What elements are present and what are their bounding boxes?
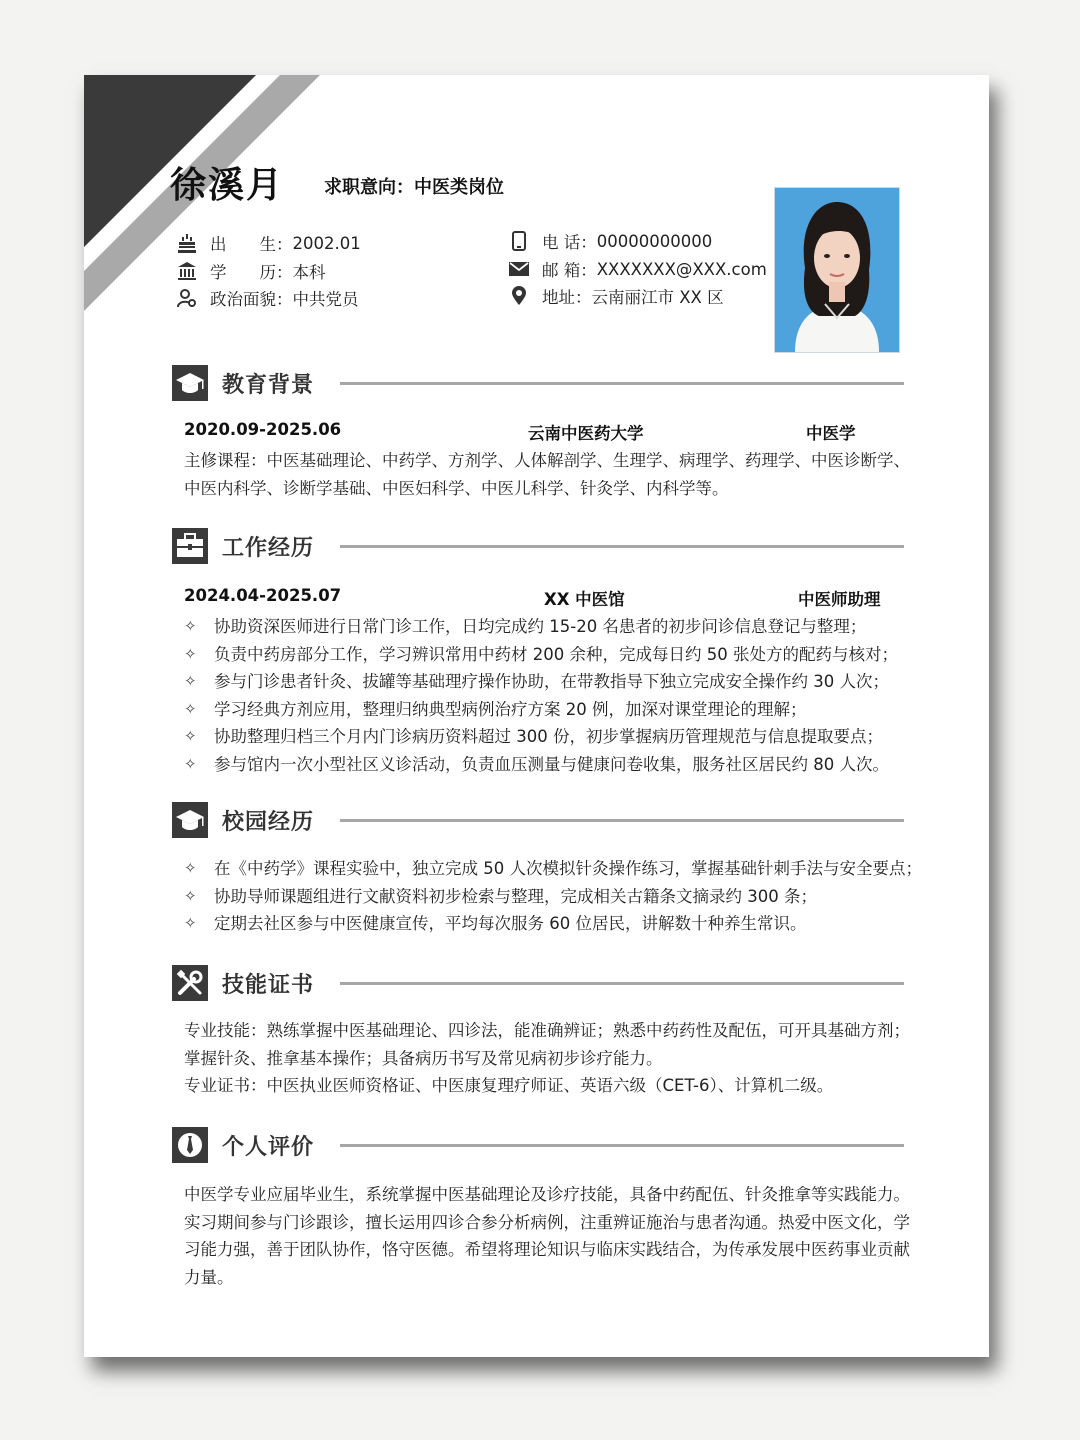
section-skills-header [172,965,904,1001]
education-major: 中医学 [806,424,856,443]
sparkle-bullet-icon: ✧ [184,859,197,877]
info-email-value: XXXXXXX@XXX.com [596,259,767,279]
section-skills-title: 技能证书 [222,972,315,998]
evaluation-text: 中医学专业应届毕业生，系统掌握中医基础理论及诊疗技能，具备中药配伍、针灸推拿等实践能力。实习期间参与门诊跟诊，擅长运用四诊合参分析病例，注重辨证施治与患者沟通。热爱中医文化，学习能力强，善于团队协作，恪守医德。希望将理论知识与临床实践结合，为传承发展中医药事业贡献力量。 [184,1185,910,1287]
list-item: ✧ 协助整理归档三个月内门诊病历资料超过 300 份，初步掌握病历管理规范与信息提取要点； [184,723,924,751]
list-item: ✧ 学习经典方剂应用，整理归纳典型病例治疗方案 20 例，加深对课堂理论的理解； [184,696,924,724]
sparkle-bullet-icon: ✧ [184,699,197,718]
sparkle-bullet-icon: ✧ [184,672,197,690]
education-period: 2020.09-2025.06 [184,420,342,439]
list-item: ✧ 参与馆内一次小型社区义诊活动，负责血压测量与健康问卷收集，服务社区居民约 80 人次。 [184,751,924,779]
info-education-value: 本科 [292,263,326,282]
location-pin-icon [508,285,530,307]
sparkle-bullet-icon: ✧ [184,727,197,745]
graduation-cap-icon [172,365,208,401]
info-address-value: 云南丽江市 XX 区 [591,288,724,307]
section-divider [340,545,904,548]
tools-icon [172,965,208,1001]
campus-list [184,855,924,938]
list-item: ✧ 协助导师课题组进行文献资料初步检索与整理，完成相关古籍条文摘录约 300 条； [184,883,924,911]
work-row [184,586,884,612]
list-item: ✧ 负责中药房部分工作，学习辨识常用中药材 200 余种，完成每日约 50 张处方的配药与核对； [184,641,924,669]
section-evaluation-title: 个人评价 [222,1134,315,1160]
work-role: 中医师助理 [798,590,881,609]
info-political [176,285,359,311]
info-phone [508,228,712,254]
work-period: 2024.04-2025.07 [184,586,342,605]
section-work-title: 工作经历 [222,535,315,561]
education-courses: 主修课程：中医基础理论、中药学、方剂学、人体解剖学、生理学、病理学、药理学、中医诊断学、中医内科学、诊断学基础、中医妇科学、中医儿科学、针灸学、内科学等。 [184,451,910,498]
info-email-label: 邮 箱： [542,261,597,280]
section-education-header [172,365,904,401]
tie-icon [172,1127,208,1163]
info-address [508,283,724,309]
profile-photo [774,187,900,353]
sparkle-bullet-icon: ✧ [184,617,197,635]
section-campus-header [172,802,904,838]
list-item: ✧ 协助资深医师进行日常门诊工作，日均完成约 15-20 名患者的初步问诊信息登记与整理； [184,613,924,641]
sparkle-bullet-icon: ✧ [184,644,197,663]
sparkle-bullet-icon: ✧ [184,886,197,905]
info-address-label: 地址： [542,288,592,307]
info-education [176,258,326,284]
resume-page [84,75,989,1357]
info-birth [176,230,361,256]
user-badge-icon [176,287,198,309]
section-evaluation-header [172,1127,904,1163]
section-work-header [172,528,904,564]
skills-cert: 专业证书：中医执业医师资格证、中医康复理疗师证、英语六级（CET-6）、计算机二级。 [184,1076,834,1095]
info-phone-label: 电 话： [542,233,597,252]
info-political-label: 政治面貌： [210,290,293,309]
education-school: 云南中医药大学 [528,424,644,443]
section-divider [340,982,904,985]
info-education-label: 学 历： [210,263,293,282]
info-email [508,256,767,282]
graduation-cap-icon [172,802,208,838]
info-political-value: 中共党员 [292,290,359,309]
section-campus-title: 校园经历 [222,809,315,835]
briefcase-icon [172,528,208,564]
list-item: ✧ 在《中药学》课程实验中，独立完成 50 人次模拟针灸操作练习，掌握基础针刺手法与安全要点； [184,855,924,883]
work-list [184,613,924,778]
section-divider [340,819,904,822]
section-divider [340,382,904,385]
info-birth-label: 出 生： [210,235,293,254]
section-education-title: 教育背景 [222,372,315,398]
cake-icon [176,232,198,254]
bank-icon [176,260,198,282]
sparkle-bullet-icon: ✧ [184,914,197,932]
list-item: ✧ 参与门诊患者针灸、拔罐等基础理疗操作协助，在带教指导下独立完成安全操作约 30 人次； [184,668,924,696]
mail-icon [508,258,530,280]
info-phone-value: 00000000000 [596,231,713,251]
work-org: XX 中医馆 [544,590,625,609]
phone-icon [508,230,530,252]
candidate-name: 徐溪月 [170,165,285,206]
list-item: ✧ 定期去社区参与中医健康宣传，平均每次服务 60 位居民，讲解数十种养生常识。 [184,910,924,938]
sparkle-bullet-icon: ✧ [184,754,197,773]
education-row [184,420,884,446]
info-birth-value: 2002.01 [292,233,361,253]
section-divider [340,1144,904,1147]
skills-text: 专业技能：熟练掌握中医基础理论、四诊法，能准确辨证；熟悉中药药性及配伍，可开具基础方剂；掌握针灸、推拿基本操作；具备病历书写及常见病初步诊疗能力。 [184,1021,910,1068]
job-intention: 求职意向：中医类岗位 [324,177,504,198]
